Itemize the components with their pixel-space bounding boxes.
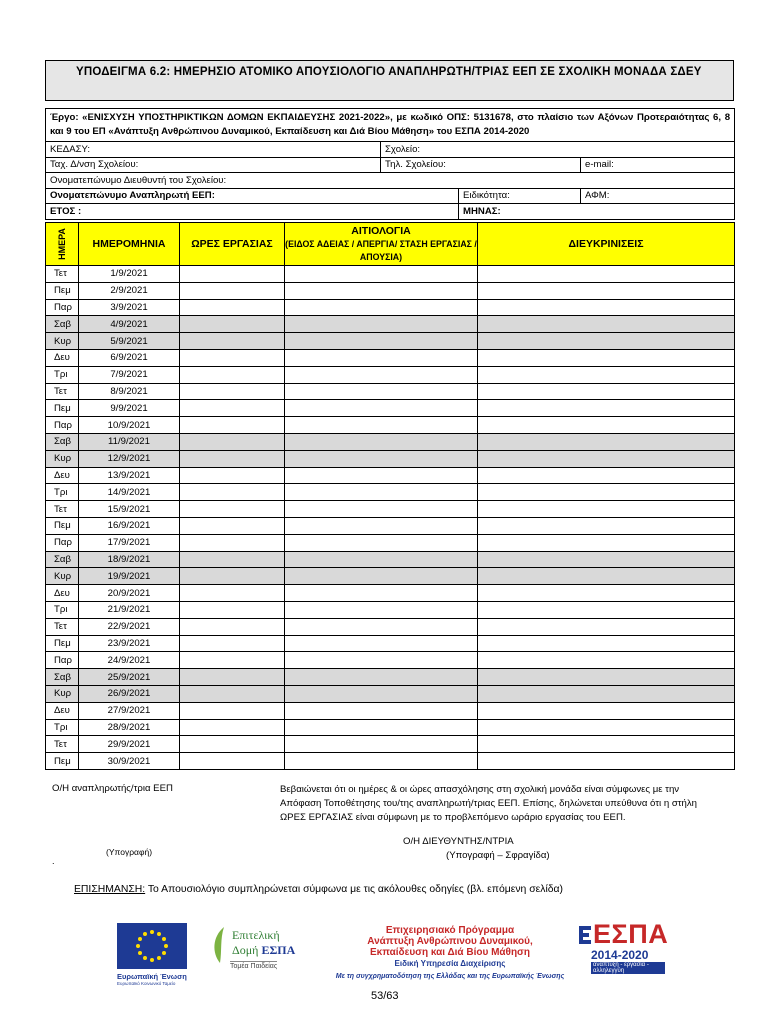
hours-cell[interactable] <box>180 433 285 450</box>
date-cell: 26/9/2021 <box>79 685 180 702</box>
reason-cell[interactable] <box>285 316 478 333</box>
edespa-line2: Δομή ΕΣΠΑ <box>232 943 296 957</box>
op-line3: Εκπαίδευση και Διά Βίου Μάθηση <box>369 947 531 958</box>
date-cell: 2/9/2021 <box>79 282 180 299</box>
notes-cell[interactable] <box>478 618 735 635</box>
table-row <box>46 333 735 350</box>
espa-slogan: ανάπτυξη - εργασία - αλληλεγγύη <box>591 962 665 974</box>
notes-cell[interactable] <box>478 467 735 484</box>
edespa-line3: Τομέα Παιδείας <box>230 963 278 970</box>
op-line4: Ειδική Υπηρεσία Διαχείρισης <box>394 959 506 968</box>
day-cell: Δευ <box>46 349 79 366</box>
date-cell: 29/9/2021 <box>79 736 180 753</box>
notes-cell[interactable] <box>478 417 735 434</box>
reason-cell[interactable] <box>285 635 478 652</box>
notes-cell[interactable] <box>478 652 735 669</box>
table-row <box>46 736 735 753</box>
hours-cell[interactable] <box>180 299 285 316</box>
header-reason-title: ΑΙΤΙΟΛΟΓΙΑ <box>351 224 411 237</box>
notes-cell[interactable] <box>478 484 735 501</box>
edespa-logo <box>210 920 315 975</box>
date-cell: 1/9/2021 <box>79 266 180 283</box>
day-cell: Τετ <box>46 736 79 753</box>
leaf-icon <box>210 925 230 965</box>
date-cell: 5/9/2021 <box>79 333 180 350</box>
date-cell: 11/9/2021 <box>79 433 180 450</box>
day-cell: Σαβ <box>46 669 79 686</box>
date-cell: 13/9/2021 <box>79 467 180 484</box>
reason-cell[interactable] <box>285 299 478 316</box>
dot-mark: . <box>52 856 55 866</box>
day-cell: Σαβ <box>46 316 79 333</box>
day-cell: Τρι <box>46 719 79 736</box>
hours-cell[interactable] <box>180 383 285 400</box>
reason-cell[interactable] <box>285 534 478 551</box>
day-cell: Πεμ <box>46 282 79 299</box>
notes-cell[interactable] <box>478 551 735 568</box>
header-notes: ΔΙΕΥΚΡΙΝΙΣΕΙΣ <box>478 223 735 266</box>
hours-cell[interactable] <box>180 736 285 753</box>
header-date: ΗΜΕΡΟΜΗΝΙΑ <box>79 223 180 266</box>
table-row <box>46 652 735 669</box>
date-cell: 30/9/2021 <box>79 753 180 770</box>
date-cell: 4/9/2021 <box>79 316 180 333</box>
table-row <box>46 266 735 283</box>
table-row <box>46 685 735 702</box>
notes-cell[interactable] <box>478 669 735 686</box>
day-cell: Δευ <box>46 467 79 484</box>
day-cell: Σαβ <box>46 433 79 450</box>
attendance-table <box>45 222 735 770</box>
table-row <box>46 400 735 417</box>
day-cell: Πεμ <box>46 753 79 770</box>
director-signature: (Υπογραφή – Σφραγίδα) <box>446 850 550 861</box>
day-cell: Τρι <box>46 601 79 618</box>
table-row <box>46 299 735 316</box>
header-day: ΗΜΕΡΑ <box>46 223 79 266</box>
reason-cell[interactable] <box>285 753 478 770</box>
director-name-field[interactable]: Ονοματεπώνυμο Διευθυντή του Σχολείου: <box>46 173 735 189</box>
espa-title: ΕΣΠΑ <box>593 919 669 949</box>
school-field[interactable]: Σχολείο: <box>381 142 735 158</box>
hours-cell[interactable] <box>180 685 285 702</box>
day-cell: Τετ <box>46 383 79 400</box>
reason-cell[interactable] <box>285 719 478 736</box>
notes-cell[interactable] <box>478 568 735 585</box>
reason-cell[interactable] <box>285 383 478 400</box>
notes-cell[interactable] <box>478 383 735 400</box>
hours-cell[interactable] <box>180 366 285 383</box>
year-field[interactable]: ΕΤΟΣ : <box>46 204 459 220</box>
header-hours: ΩΡΕΣ ΕΡΓΑΣΙΑΣ <box>180 223 285 266</box>
day-cell: Παρ <box>46 652 79 669</box>
notes-cell[interactable] <box>478 736 735 753</box>
eu-fund: Ευρωπαϊκό Κοινωνικό Ταμείο <box>117 981 176 986</box>
op-logo <box>325 925 575 982</box>
reason-cell[interactable] <box>285 551 478 568</box>
date-cell: 22/9/2021 <box>79 618 180 635</box>
day-cell: Τρι <box>46 484 79 501</box>
date-cell: 20/9/2021 <box>79 585 180 602</box>
date-cell: 24/9/2021 <box>79 652 180 669</box>
eu-logo <box>117 923 192 989</box>
address-field[interactable]: Ταχ. Δ/νση Σχολείου: <box>46 157 381 173</box>
table-row <box>46 282 735 299</box>
hours-cell[interactable] <box>180 266 285 283</box>
note-label: ΕΠΙΣΗΜΑΝΣΗ: <box>74 884 146 895</box>
date-cell: 19/9/2021 <box>79 568 180 585</box>
reason-cell[interactable] <box>285 333 478 350</box>
date-cell: 10/9/2021 <box>79 417 180 434</box>
header-reason <box>285 223 478 266</box>
date-cell: 17/9/2021 <box>79 534 180 551</box>
table-row <box>46 568 735 585</box>
table-row <box>46 601 735 618</box>
project-description: Έργο: «ΕΝΙΣΧΥΣΗ ΥΠΟΣΤΗΡΙΚΤΙΚΩΝ ΔΟΜΩΝ ΕΚΠΑΙΔΕΥΣΗΣ 2021-2022», με κωδικό ΟΠΣ: 5131678, στο πλαίσιο των Αξόνων Προτεραιότητας 6, 8 και 9 του ΕΠ «Ανάπτυξη Ανθρώπινου Δυναμικού, Εκπαίδευση και Διά Βίου Μάθηση» του ΕΣΠΑ 2014-2020 <box>46 109 735 142</box>
table-row <box>46 433 735 450</box>
table-row <box>46 349 735 366</box>
reason-cell[interactable] <box>285 501 478 518</box>
reason-cell[interactable] <box>285 517 478 534</box>
director-label: Ο/Η ΔΙΕΥΘΥΝΤΗΣ/ΝΤΡΙΑ <box>403 836 514 847</box>
reason-cell[interactable] <box>285 568 478 585</box>
table-row <box>46 383 735 400</box>
day-cell: Παρ <box>46 417 79 434</box>
day-cell: Τετ <box>46 618 79 635</box>
op-line1: Επιχειρησιακό Πρόγραμμα <box>385 925 515 936</box>
header-reason-sub: (ΕΙΔΟΣ ΑΔΕΙΑΣ / ΑΠΕΡΓΙΑ/ ΣΤΑΣΗ ΕΡΓΑΣΙΑΣ /ΑΠΟΥΣΙΑ) <box>285 238 477 262</box>
kedasy-field[interactable]: ΚΕΔΑΣΥ: <box>46 142 381 158</box>
date-cell: 7/9/2021 <box>79 366 180 383</box>
op-line5: Με τη συγχρηματοδότηση της Ελλάδας και της Ευρωπαϊκής Ένωσης <box>335 973 565 980</box>
afm-field[interactable]: ΑΦΜ: <box>581 188 735 204</box>
hours-cell[interactable] <box>180 753 285 770</box>
table-row <box>46 753 735 770</box>
reason-cell[interactable] <box>285 618 478 635</box>
notes-cell[interactable] <box>478 349 735 366</box>
note-line <box>74 884 563 895</box>
hours-cell[interactable] <box>180 669 285 686</box>
reason-cell[interactable] <box>285 467 478 484</box>
reason-cell[interactable] <box>285 349 478 366</box>
day-cell: Σαβ <box>46 551 79 568</box>
notes-cell[interactable] <box>478 266 735 283</box>
notes-cell[interactable] <box>478 501 735 518</box>
reason-cell[interactable] <box>285 736 478 753</box>
hours-cell[interactable] <box>180 417 285 434</box>
hours-cell[interactable] <box>180 501 285 518</box>
substitute-sign-label: Ο/Η αναπληρωτής/τρια ΕΕΠ <box>52 783 173 794</box>
notes-cell[interactable] <box>478 635 735 652</box>
note-text: Το Απουσιολόγιο συμπληρώνεται σύμφωνα με τις ακόλουθες οδηγίες (βλ. επόμενη σελίδα) <box>145 884 564 895</box>
table-row <box>46 585 735 602</box>
specialty-field[interactable]: Ειδικότητα: <box>459 188 581 204</box>
table-row <box>46 366 735 383</box>
table-row <box>46 517 735 534</box>
eu-flag-icon <box>117 923 187 969</box>
table-row <box>46 635 735 652</box>
notes-cell[interactable] <box>478 333 735 350</box>
espa-years: 2014-2020 <box>591 948 649 962</box>
edespa-line1: Επιτελική <box>232 928 280 942</box>
day-cell: Κυρ <box>46 568 79 585</box>
hours-cell[interactable] <box>180 450 285 467</box>
notes-cell[interactable] <box>478 282 735 299</box>
page-number: 53/63 <box>371 990 399 1002</box>
notes-cell[interactable] <box>478 719 735 736</box>
day-cell: Παρ <box>46 299 79 316</box>
table-row <box>46 467 735 484</box>
day-cell: Δευ <box>46 585 79 602</box>
day-cell: Τετ <box>46 266 79 283</box>
table-row <box>46 450 735 467</box>
notes-cell[interactable] <box>478 316 735 333</box>
reason-cell[interactable] <box>285 417 478 434</box>
reason-cell[interactable] <box>285 585 478 602</box>
day-cell: Δευ <box>46 702 79 719</box>
hours-cell[interactable] <box>180 349 285 366</box>
table-row <box>46 618 735 635</box>
notes-cell[interactable] <box>478 753 735 770</box>
table-row <box>46 501 735 518</box>
hours-cell[interactable] <box>180 484 285 501</box>
day-cell: Τετ <box>46 501 79 518</box>
reason-cell[interactable] <box>285 669 478 686</box>
hours-cell[interactable] <box>180 601 285 618</box>
reason-cell[interactable] <box>285 366 478 383</box>
date-cell: 18/9/2021 <box>79 551 180 568</box>
notes-cell[interactable] <box>478 400 735 417</box>
hours-cell[interactable] <box>180 618 285 635</box>
date-cell: 6/9/2021 <box>79 349 180 366</box>
date-cell: 14/9/2021 <box>79 484 180 501</box>
reason-cell[interactable] <box>285 266 478 283</box>
date-cell: 3/9/2021 <box>79 299 180 316</box>
notes-cell[interactable] <box>478 450 735 467</box>
table-row <box>46 534 735 551</box>
table-row <box>46 316 735 333</box>
hours-cell[interactable] <box>180 517 285 534</box>
hours-cell[interactable] <box>180 635 285 652</box>
date-cell: 8/9/2021 <box>79 383 180 400</box>
hours-cell[interactable] <box>180 652 285 669</box>
notes-cell[interactable] <box>478 601 735 618</box>
espa-logo <box>575 919 669 980</box>
hours-cell[interactable] <box>180 568 285 585</box>
reason-cell[interactable] <box>285 685 478 702</box>
reason-cell[interactable] <box>285 400 478 417</box>
reason-cell[interactable] <box>285 652 478 669</box>
notes-cell[interactable] <box>478 534 735 551</box>
email-field[interactable]: e-mail: <box>581 157 735 173</box>
hours-cell[interactable] <box>180 702 285 719</box>
notes-cell[interactable] <box>478 433 735 450</box>
date-cell: 21/9/2021 <box>79 601 180 618</box>
reason-cell[interactable] <box>285 433 478 450</box>
day-cell: Πεμ <box>46 517 79 534</box>
table-row <box>46 484 735 501</box>
date-cell: 27/9/2021 <box>79 702 180 719</box>
hours-cell[interactable] <box>180 719 285 736</box>
date-cell: 15/9/2021 <box>79 501 180 518</box>
info-table <box>45 108 735 220</box>
table-row <box>46 551 735 568</box>
op-line2: Ανάπτυξη Ανθρώπινου Δυναμικού, <box>367 936 533 947</box>
date-cell: 12/9/2021 <box>79 450 180 467</box>
table-row <box>46 702 735 719</box>
month-field[interactable]: ΜΗΝΑΣ: <box>459 204 735 220</box>
table-row <box>46 669 735 686</box>
espa-mark-icon <box>577 924 593 946</box>
day-cell: Πεμ <box>46 400 79 417</box>
table-row <box>46 417 735 434</box>
eu-name: Ευρωπαϊκή Ένωση <box>117 972 187 981</box>
hours-cell[interactable] <box>180 551 285 568</box>
page-title: ΥΠΟΔΕΙΓΜΑ 6.2: ΗΜΕΡΗΣΙΟ ΑΤΟΜΙΚΟ ΑΠΟΥΣΙΟΛΟΓΙΟ ΑΝΑΠΛΗΡΩΤΗ/ΤΡΙΑΣ ΕΕΠ ΣΕ ΣΧΟΛΙΚΗ ΜΟΝΑΔΑ ΣΔΕΥ <box>45 60 734 101</box>
hours-cell[interactable] <box>180 316 285 333</box>
table-row <box>46 719 735 736</box>
reason-cell[interactable] <box>285 450 478 467</box>
day-cell: Κυρ <box>46 685 79 702</box>
hours-cell[interactable] <box>180 585 285 602</box>
day-cell: Κυρ <box>46 450 79 467</box>
date-cell: 25/9/2021 <box>79 669 180 686</box>
day-cell: Κυρ <box>46 333 79 350</box>
declaration-text: Βεβαιώνεται ότι οι ημέρες & οι ώρες απασχόλησης στη σχολική μονάδα είναι σύμφωνες με την Απόφαση Τοποθέτησης του/της αναπληρωτή/τριας ΕΕΠ. Επίσης, δηλώνεται υπεύθυνα ότι η στήλη ΩΡΕΣ ΕΡΓΑΣΙΑΣ είναι σύμφωνη με το προβλεπόμενο ωράριο εργασίας του ΕΕΠ. <box>280 784 698 823</box>
notes-cell[interactable] <box>478 685 735 702</box>
date-cell: 16/9/2021 <box>79 517 180 534</box>
day-cell: Πεμ <box>46 635 79 652</box>
hours-cell[interactable] <box>180 333 285 350</box>
notes-cell[interactable] <box>478 366 735 383</box>
notes-cell[interactable] <box>478 517 735 534</box>
date-cell: 28/9/2021 <box>79 719 180 736</box>
notes-cell[interactable] <box>478 585 735 602</box>
hours-cell[interactable] <box>180 400 285 417</box>
phone-field[interactable]: Τηλ. Σχολείου: <box>381 157 581 173</box>
day-cell: Τρι <box>46 366 79 383</box>
hours-cell[interactable] <box>180 467 285 484</box>
hours-cell[interactable] <box>180 282 285 299</box>
reason-cell[interactable] <box>285 702 478 719</box>
hours-cell[interactable] <box>180 534 285 551</box>
date-cell: 9/9/2021 <box>79 400 180 417</box>
date-cell: 23/9/2021 <box>79 635 180 652</box>
reason-cell[interactable] <box>285 484 478 501</box>
notes-cell[interactable] <box>478 702 735 719</box>
substitute-name-field[interactable]: Ονοματεπώνυμο Αναπληρωτή ΕΕΠ: <box>46 188 459 204</box>
substitute-signature: (Υπογραφή) <box>106 847 153 857</box>
reason-cell[interactable] <box>285 601 478 618</box>
notes-cell[interactable] <box>478 299 735 316</box>
reason-cell[interactable] <box>285 282 478 299</box>
day-cell: Παρ <box>46 534 79 551</box>
